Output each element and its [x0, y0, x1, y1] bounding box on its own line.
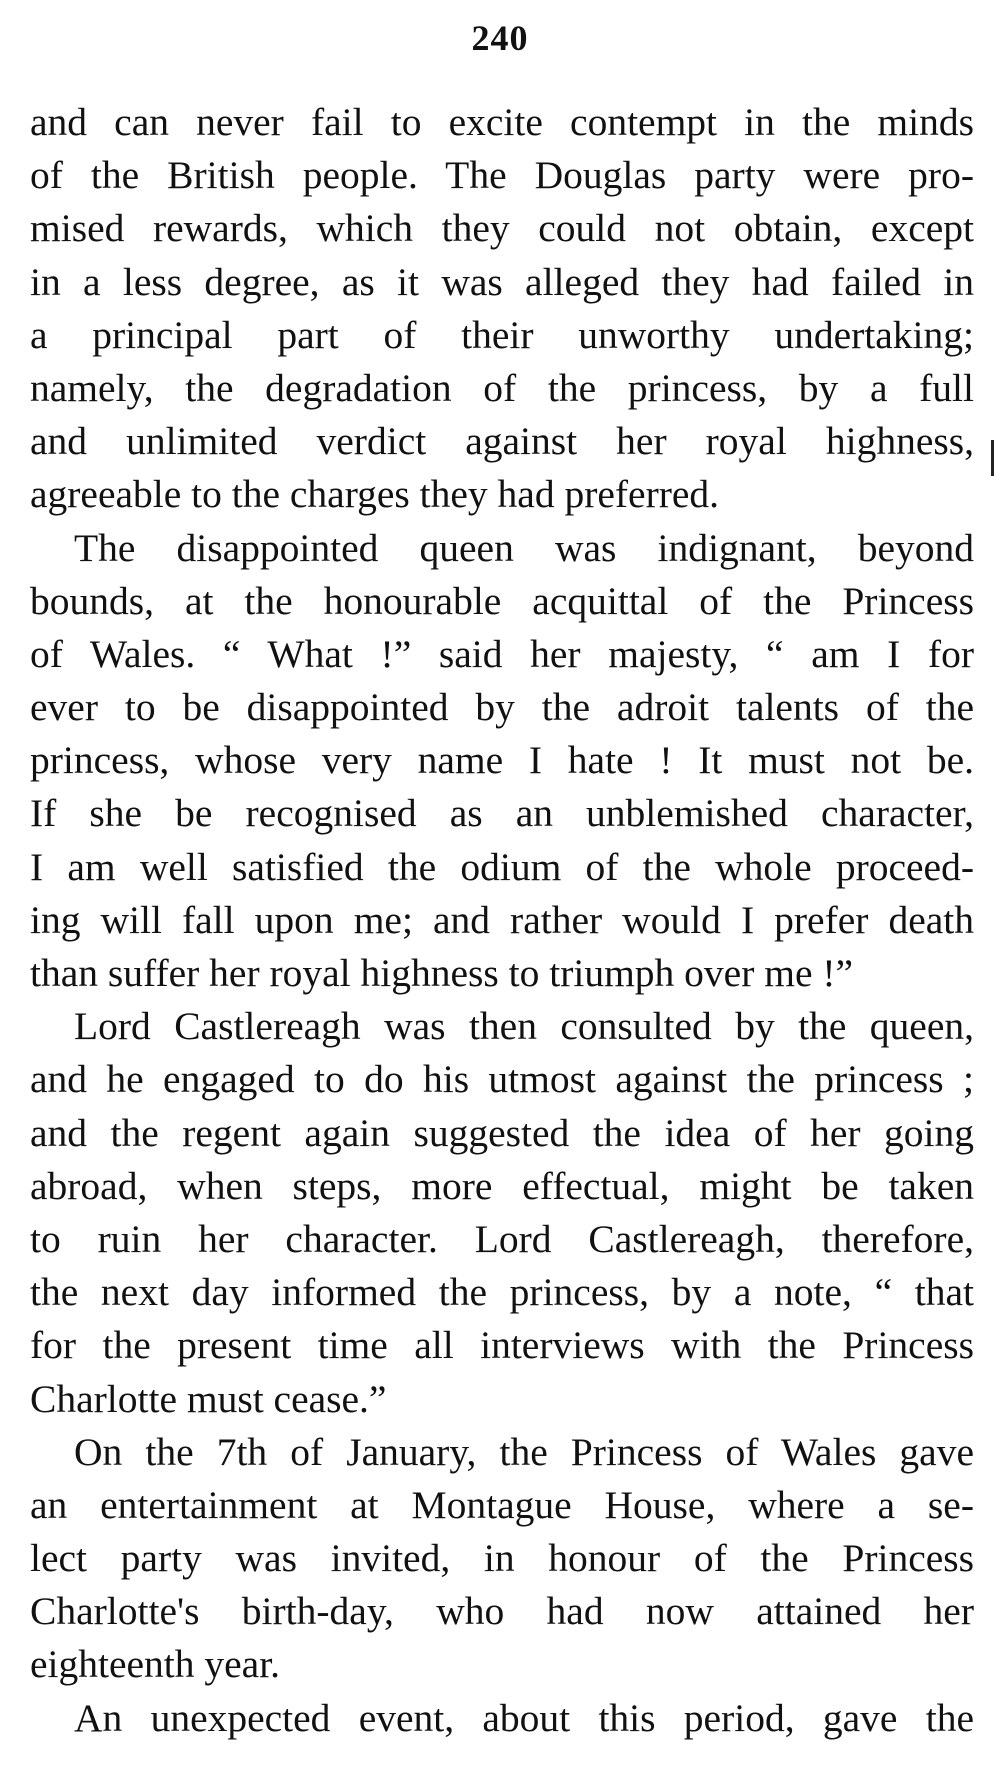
paragraph-3 — [30, 1000, 974, 1426]
text-line: Lord Castlereagh was then consulted by the queen, — [74, 1004, 974, 1049]
text-line: to ruin her character. Lord Castlereagh, therefore, — [30, 1216, 974, 1261]
text-line: An unexpected event, about this period, gave the — [74, 1695, 974, 1740]
text-line: and can never fail to excite contempt in the minds — [30, 100, 974, 144]
body-text — [30, 96, 974, 1745]
text-line: mised rewards, which they could not obtain, except — [30, 206, 974, 251]
text-line: The disappointed queen was indignant, beyond — [74, 525, 974, 570]
paragraph-5 — [30, 1692, 974, 1745]
text-line: I am well satisfied the odium of the whole proceed- — [30, 844, 974, 889]
text-line: On the 7th of January, the Princess of Wales gave — [74, 1429, 974, 1474]
text-line: lect party was invited, in honour of the Princess — [30, 1536, 974, 1581]
text-line: and he engaged to do his utmost against the princess ; — [30, 1057, 974, 1102]
text-line: an entertainment at Montague House, where a se- — [30, 1482, 974, 1527]
text-line: the next day informed the princess, by a note, “ that — [30, 1270, 974, 1315]
text-line: Charlotte must cease.” — [30, 1376, 387, 1421]
paragraph-4 — [30, 1426, 974, 1692]
text-line: If she be recognised as an unblemished character, — [30, 791, 974, 836]
text-line: abroad, when steps, more effectual, might be taken — [30, 1163, 974, 1208]
text-line: and the regent again suggested the idea of her going — [30, 1110, 974, 1155]
text-line: for the present time all interviews with the Princess — [30, 1323, 974, 1368]
paragraph-1 — [30, 96, 974, 522]
text-line: namely, the degradation of the princess, by a full — [30, 365, 974, 410]
text-line: of the British people. The Douglas party were pro- — [30, 153, 974, 198]
text-line: eighteenth year. — [30, 1642, 281, 1687]
text-line: ever to be disappointed by the adroit talents of the — [30, 685, 974, 730]
text-line: bounds, at the honourable acquittal of the Princess — [30, 578, 974, 623]
text-line: princess, whose very name I hate ! It must not be. — [30, 738, 974, 783]
margin-mark — [991, 440, 994, 476]
text-line: agreeable to the charges they had preferred. — [30, 472, 720, 517]
text-line: of Wales. “ What !” said her majesty, “ am I for — [30, 631, 974, 676]
text-line: Charlotte's birth-day, who had now attained her — [30, 1589, 974, 1634]
text-line: a principal part of their unworthy undertaking; — [30, 312, 974, 357]
paragraph-2 — [30, 522, 974, 1001]
text-line: and unlimited verdict against her royal highness, — [30, 419, 974, 464]
text-line: in a less degree, as it was alleged they had failed in — [30, 259, 974, 304]
page-number: 240 — [471, 18, 529, 58]
text-line: ing will fall upon me; and rather would I prefer death — [30, 897, 974, 942]
text-line: than suffer her royal highness to triumph over me !” — [30, 951, 854, 995]
